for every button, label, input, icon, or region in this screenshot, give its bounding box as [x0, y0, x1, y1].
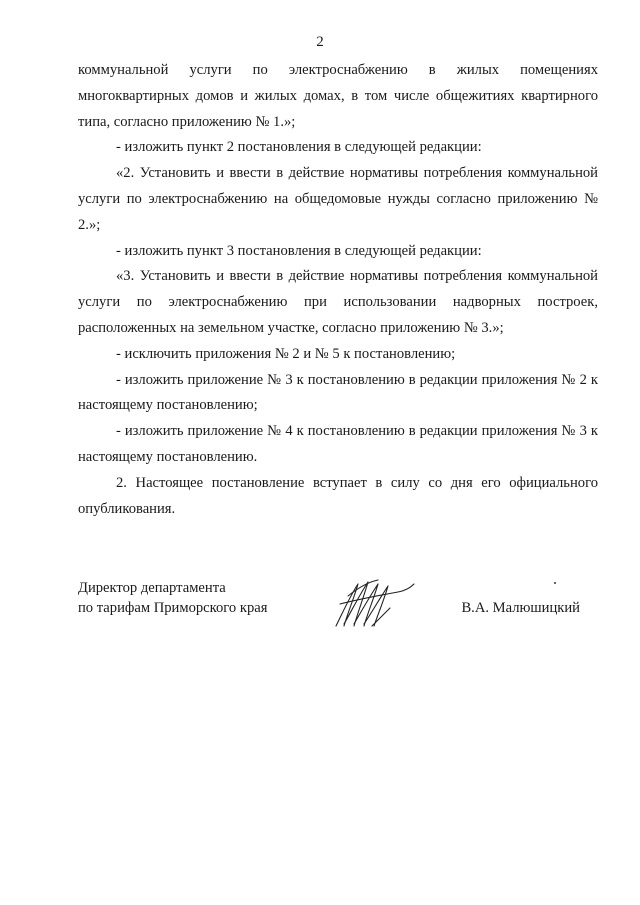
paragraph-appendix-3: - изложить приложение № 3 к постановлению в редакции приложения № 2 к настоящему постановлению;	[78, 371, 598, 414]
document-body	[78, 58, 598, 522]
handwritten-signature-icon	[328, 574, 418, 634]
paragraph-item-3-text: «3. Установить и ввести в действие нормативы потребления коммунальной услуги по электроснабжению при использовании надворных построек, расположенных на земельном участке, согласно приложению № 3.»;	[78, 268, 598, 336]
paragraph-continuation: коммунальной услуги по электроснабжению в жилых помещениях многоквартирных домов и жилых домах, в том числе общежитиях квартирного типа, согласно приложению № 1.»;	[78, 62, 598, 130]
signatory-title-line-2: по тарифам Приморского края	[78, 600, 268, 616]
paragraph-amend-item-3: - изложить пункт 3 постановления в следующей редакции:	[116, 242, 482, 259]
paragraph-item-2-text: «2. Установить и ввести в действие нормативы потребления коммунальной услуги по электроснабжению на общедомовые нужды согласно приложению № 2.»;	[78, 165, 598, 233]
paragraph-amend-item-2: - изложить пункт 2 постановления в следующей редакции:	[116, 139, 482, 156]
paragraph-exclude-appendices: - исключить приложения № 2 и № 5 к постановлению;	[116, 345, 456, 362]
signatory-name: В.А. Малюшицкий	[461, 600, 580, 616]
page-number: 2	[316, 34, 324, 50]
paragraph-appendix-4: - изложить приложение № 4 к постановлению в редакции приложения № 3 к настоящему постановлению.	[78, 423, 598, 465]
paragraph-effective-date: 2. Настоящее постановление вступает в силу со дня его официального опубликования.	[78, 474, 598, 517]
signature-block	[78, 578, 598, 638]
signatory-title-line-1: Директор департамента	[78, 580, 226, 596]
signatory-title	[78, 578, 267, 618]
